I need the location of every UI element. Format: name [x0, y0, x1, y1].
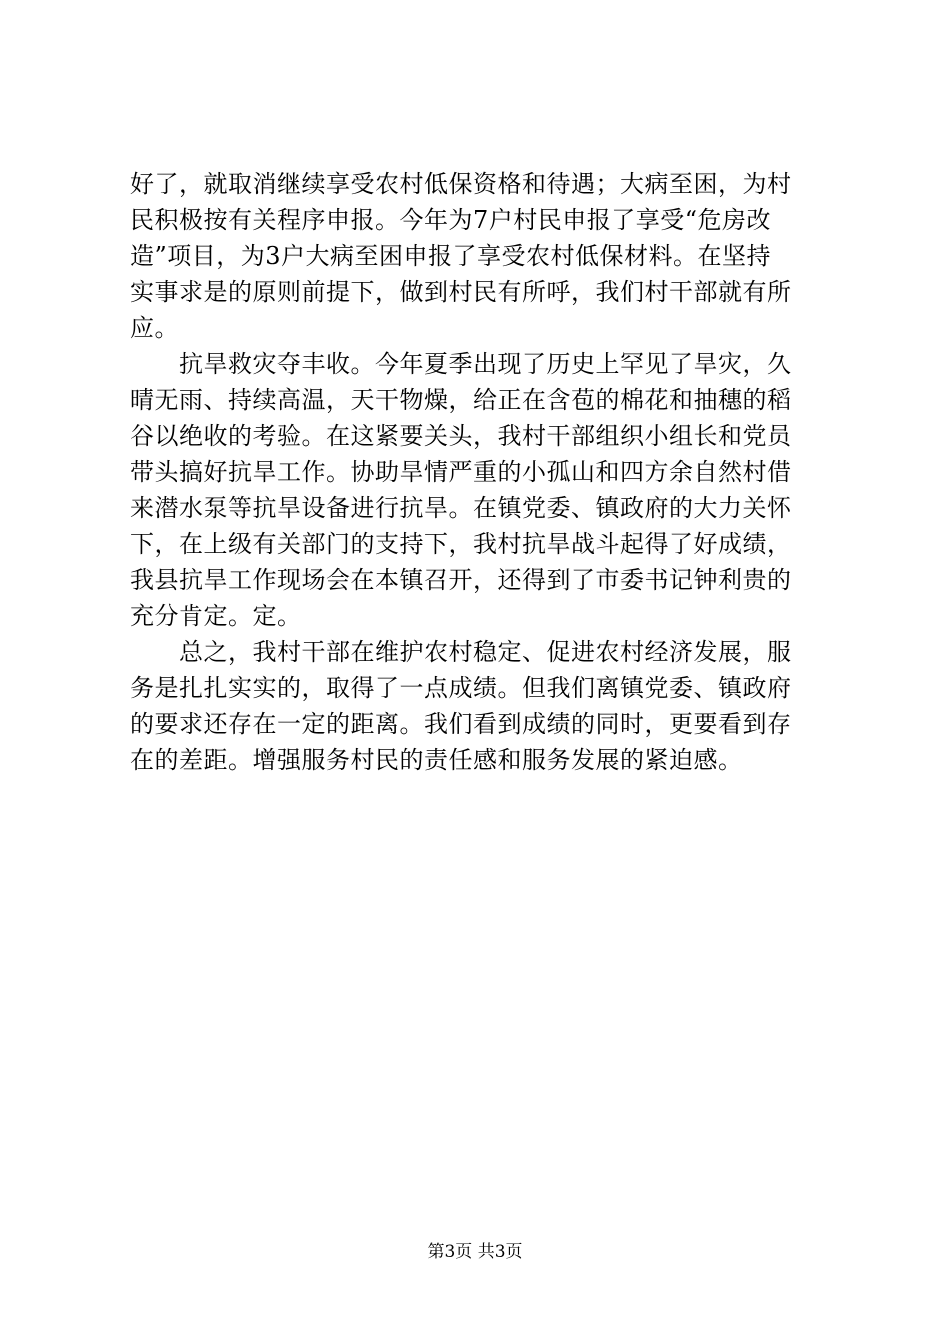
page-number-label: 第3页 共3页	[427, 1242, 523, 1262]
text-line: 充分肯定。定。	[130, 602, 302, 630]
text-line: 来潜水泵等抗旱设备进行抗旱。在镇党委、镇政府的大力关怀	[130, 494, 792, 522]
text-line: 我县抗旱工作现场会在本镇召开，还得到了市委书记钟利贵的	[130, 566, 792, 594]
text-line: 下，在上级有关部门的支持下，我村抗旱战斗起得了好成绩，	[130, 530, 792, 558]
text-line: 好了，就取消继续享受农村低保资格和待遇；大病至困，为村	[130, 170, 792, 198]
text-line: 总之，我村干部在维护农村稳定、促进农村经济发展，服	[130, 638, 792, 666]
page-footer	[0, 1242, 950, 1262]
text-line: 民积极按有关程序申报。今年为7户村民申报了享受“危房改	[130, 206, 772, 234]
text-line: 晴无雨、持续高温，天干物燥，给正在含苞的棉花和抽穗的稻	[130, 386, 792, 414]
text-line: 应。	[130, 314, 179, 342]
document-body	[130, 166, 820, 778]
text-line: 实事求是的原则前提下，做到村民有所呼，我们村干部就有所	[130, 278, 792, 306]
text-line: 带头搞好抗旱工作。协助旱情严重的小孤山和四方余自然村借	[130, 458, 792, 486]
text-line: 抗旱救灾夺丰收。今年夏季出现了历史上罕见了旱灾，久	[130, 350, 792, 378]
text-line: 在的差距。增强服务村民的责任感和服务发展的紧迫感。	[130, 746, 743, 774]
text-line: 造”项目，为3户大病至困申报了享受农村低保材料。在坚持	[130, 242, 772, 270]
text-line: 务是扎扎实实的，取得了一点成绩。但我们离镇党委、镇政府	[130, 674, 792, 702]
text-line: 谷以绝收的考验。在这紧要关头，我村干部组织小组长和党员	[130, 422, 792, 450]
text-line: 的要求还存在一定的距离。我们看到成绩的同时，更要看到存	[130, 710, 792, 738]
